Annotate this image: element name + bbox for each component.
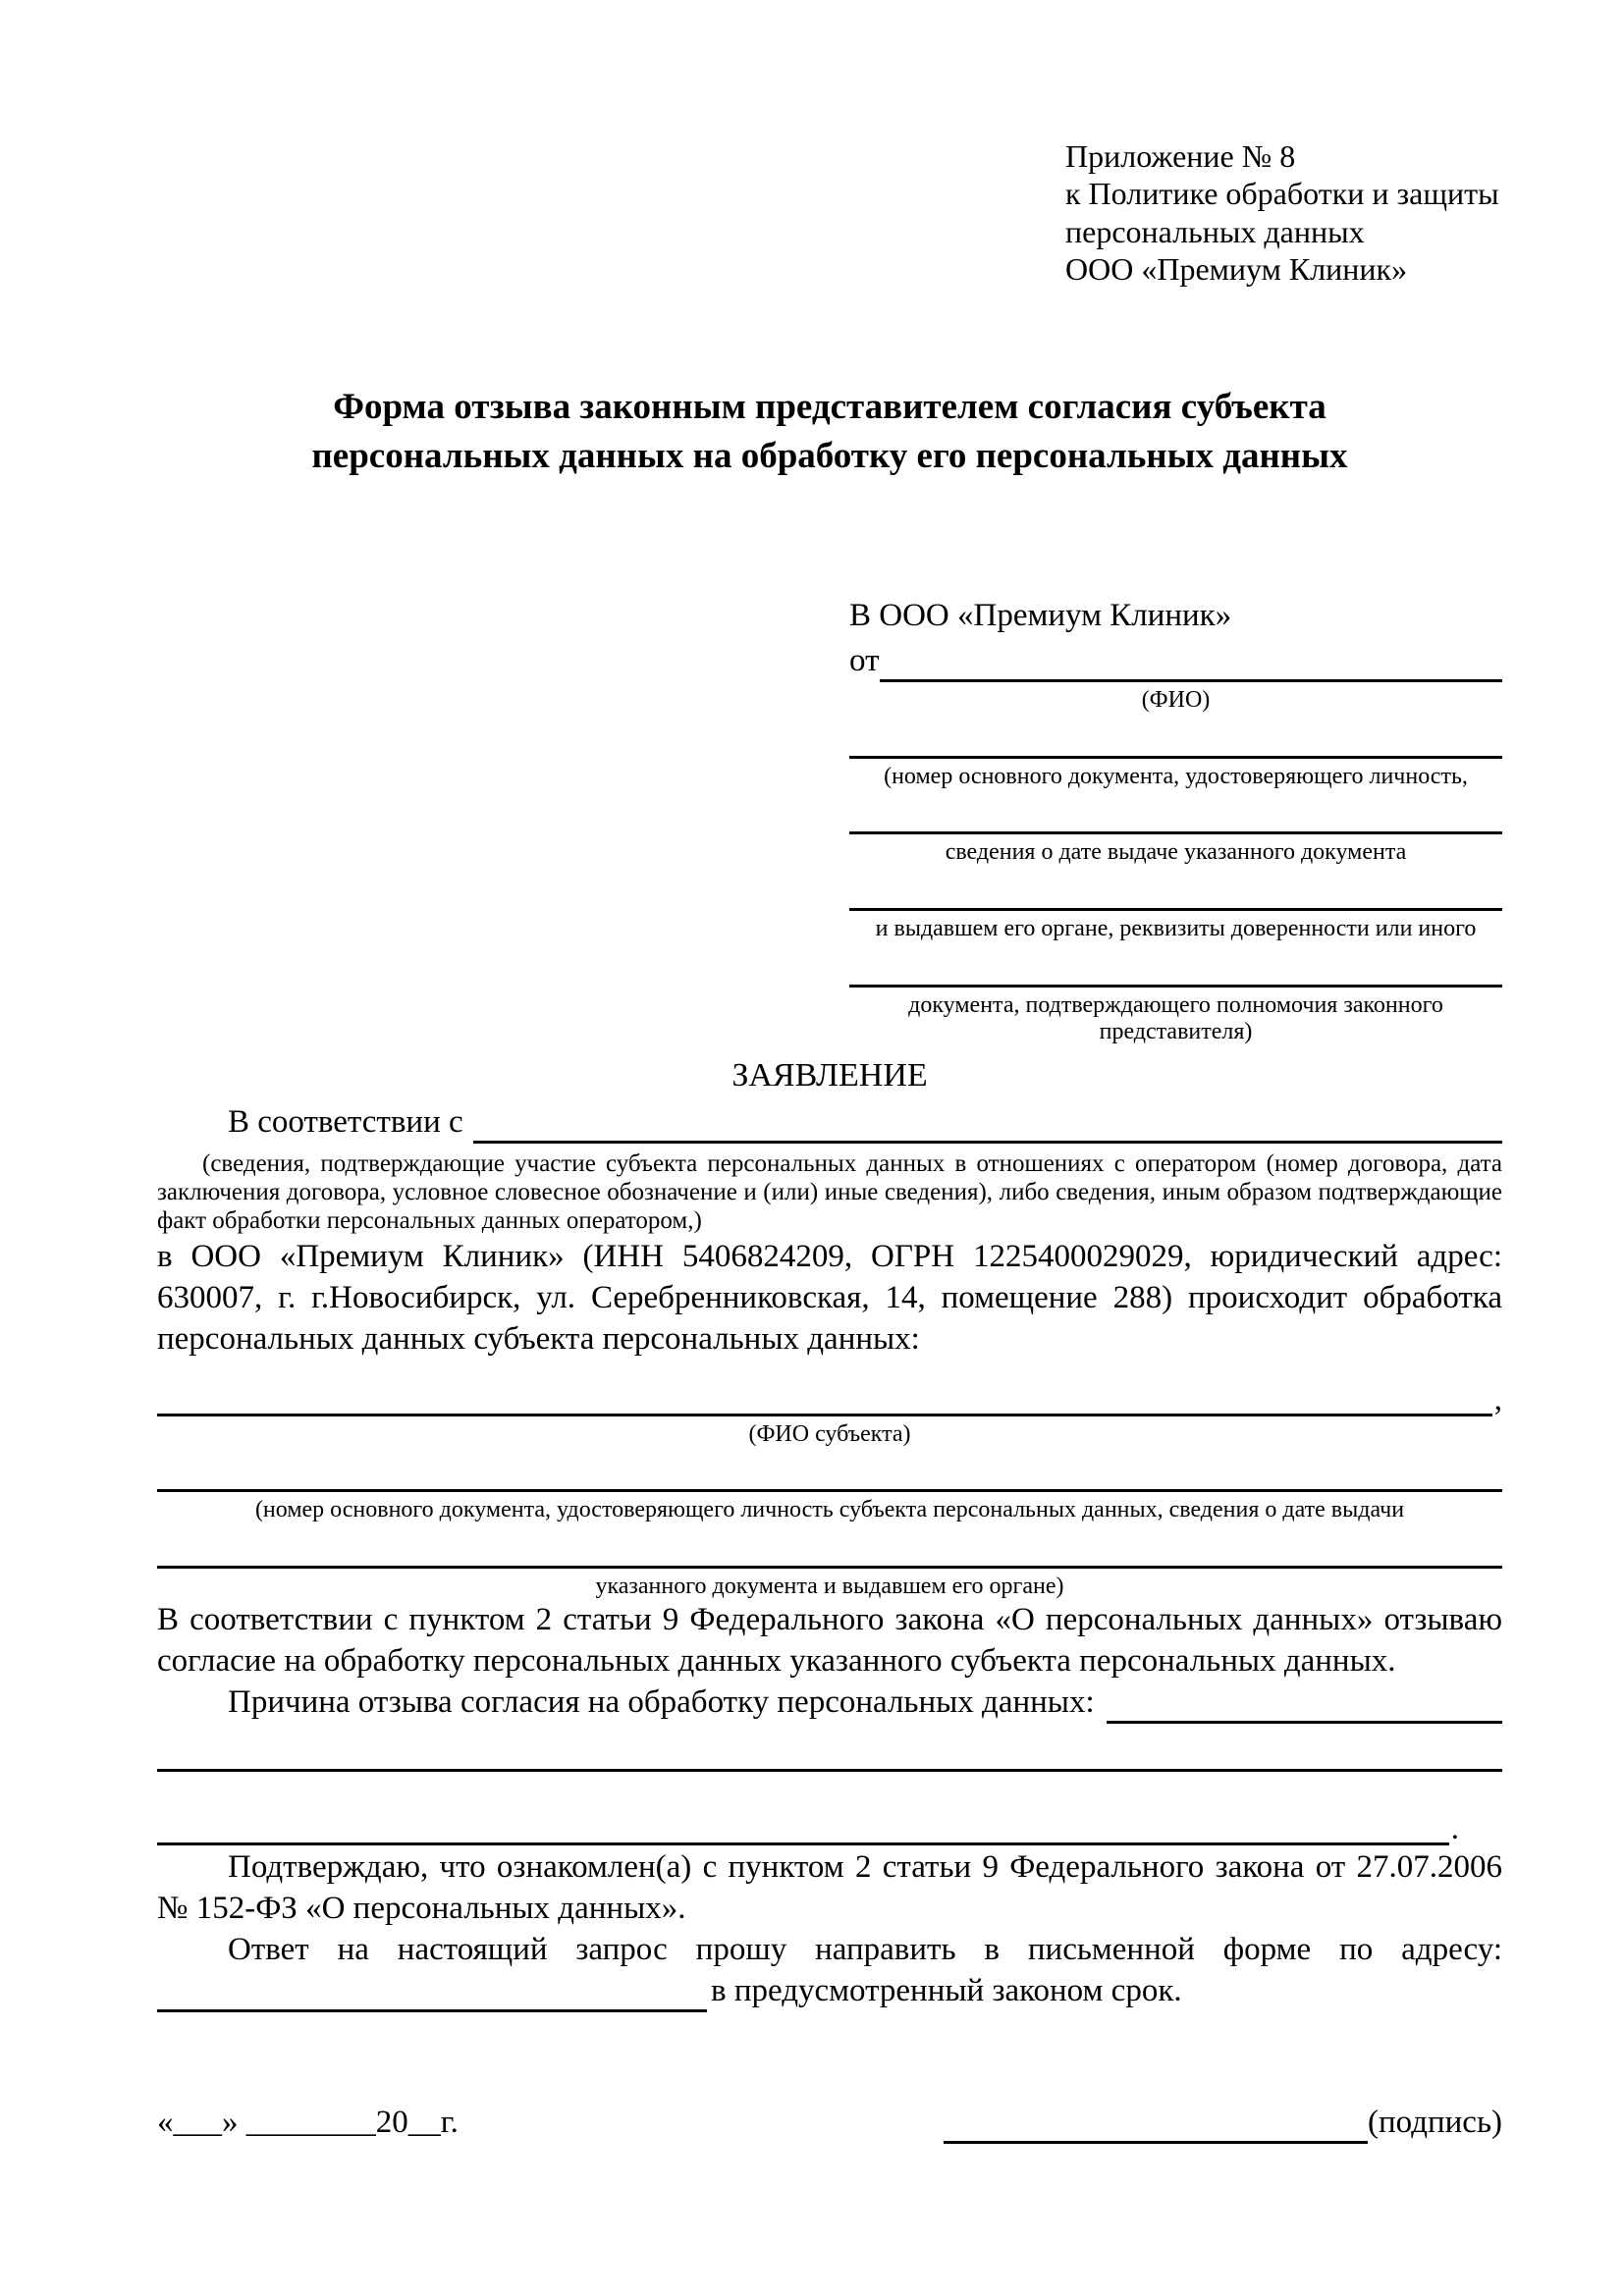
reason-line-2: [157, 1769, 1502, 1772]
subject-fio-caption: (ФИО субъекта): [748, 1420, 911, 1447]
reason-row: [157, 1682, 1502, 1724]
reply-address-line: [157, 2000, 707, 2012]
basis-row: [157, 1102, 1502, 1144]
signature-caption: (подпись): [1368, 2104, 1502, 2140]
from-label: от: [849, 643, 880, 679]
representative-document-line: [849, 756, 1502, 759]
issue-date-line: [849, 831, 1502, 834]
reply-suffix: в предусмотренный законом срок.: [711, 1972, 1182, 2008]
signature-block: [944, 2103, 1502, 2144]
subject-document-caption-2: указанного документа и выдавшем его органе): [595, 1573, 1064, 1599]
confirm-paragraph: Подтверждаю, что ознакомлен(а) с пунктом 2 статьи 9 Федерального закона от 27.07.2006 № 152-ФЗ «О персональных данных».: [157, 1849, 1502, 1927]
annex-header-line: к Политике обработки и защиты: [1065, 176, 1499, 212]
document-title: Форма отзыва законным представителем согласия субъекта персональных данных на обработку его персональных данных: [311, 386, 1348, 476]
reason-label: Причина отзыва согласия на обработку персональных данных:: [228, 1684, 1095, 1721]
reason-line-3: [157, 1833, 1449, 1845]
annex-header-line: персональных данных: [1065, 213, 1365, 249]
basis-line: [473, 1131, 1502, 1144]
trailing-period: .: [1450, 1811, 1459, 1847]
annex-header-line: Приложение № 8: [1065, 138, 1296, 174]
issuing-authority-caption: и выдавшем его органе, реквизиты доверенности или иного: [875, 916, 1477, 942]
operator-paragraph: в ООО «Премиум Клиник» (ИНН 5406824209, ОГРН 1225400029029, юридический адрес: 630007, г. г.Новосибирск, ул. Серебренниковская, 14, помещение 288) происходит обработка персональных данных субъекта персональных данных:: [157, 1238, 1502, 1357]
statement-heading: ЗАЯВЛЕНИЕ: [731, 1056, 928, 1094]
addressee-block: [849, 596, 1502, 1045]
subject-document-caption: (номер основного документа, удостоверяющего личность субъекта персональных данных, сведения о дате выдачи: [254, 1497, 1405, 1523]
subject-fio-line: [157, 1404, 1492, 1416]
issue-date-caption: сведения о дате выдаче указанного документа: [945, 839, 1407, 866]
reason-row-3: [157, 1813, 1502, 1845]
from-row: [849, 641, 1502, 682]
authority-document-line: [849, 985, 1502, 988]
representative-fio-line: [880, 669, 1503, 682]
addressee-to: В ООО «Премиум Клиник»: [849, 598, 1232, 634]
authority-document-group: [849, 985, 1502, 1046]
reason-line: [1107, 1711, 1502, 1724]
date-signature-row: [157, 2103, 1502, 2144]
basis-caption: (сведения, подтверждающие участие субъекта персональных данных в отношениях с оператором (номер договора, дата заключения договора, условное словесное обозначение и (или) иные сведения), либо сведения, иным образом подтверждающие факт обработки персональных данных оператором,): [157, 1149, 1502, 1234]
representative-document-caption: (номер основного документа, удостоверяющего личность,: [884, 763, 1468, 789]
issuing-authority-line: [849, 908, 1502, 911]
trailing-comma: ,: [1493, 1381, 1502, 1417]
issue-date-group: [849, 831, 1502, 867]
signature-line: [944, 2131, 1368, 2144]
representative-document-group: [849, 756, 1502, 791]
withdrawal-paragraph: В соответствии с пунктом 2 статьи 9 Федерального закона «О персональных данных» отзываю согласие на обработку персональных данных указанного субъекта персональных данных.: [157, 1602, 1502, 1680]
annex-header-line: ООО «Премиум Клиник»: [1065, 251, 1408, 288]
subject-document-group-2: [157, 1566, 1502, 1601]
basis-label: В соответствии с: [228, 1103, 463, 1140]
date-line: «___» ________20__г.: [157, 2104, 459, 2140]
subject-document-line-2: [157, 1566, 1502, 1569]
fio-caption: (ФИО): [1141, 687, 1211, 714]
issuing-authority-group: [849, 908, 1502, 943]
subject-document-group: [157, 1489, 1502, 1524]
subject-document-line: [157, 1489, 1502, 1492]
authority-document-caption: документа, подтверждающего полномочия законного представителя): [908, 991, 1443, 1045]
reply-paragraph: Ответ на настоящий запрос прошу направить в письменной форме по адресу:: [228, 1931, 1502, 1967]
reply-address-row: [157, 1971, 1502, 2012]
subject-fio-row: [157, 1381, 1502, 1417]
annex-header: [1065, 137, 1502, 289]
